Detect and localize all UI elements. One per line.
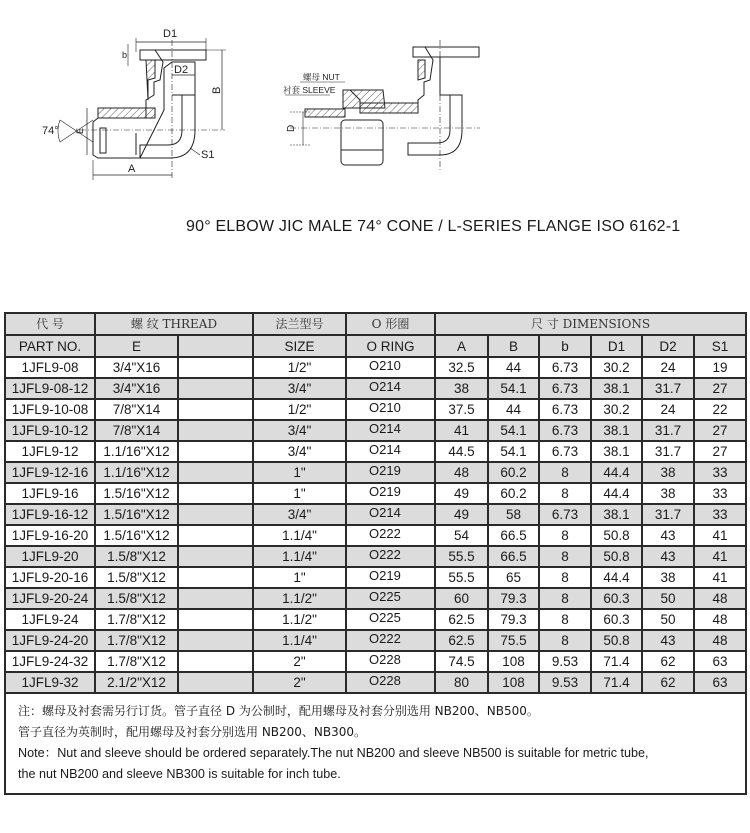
cell-b-lower: 8 [539, 462, 591, 483]
cell-part: 1JFL9-10-08 [5, 399, 95, 420]
spec-table [4, 312, 747, 795]
cell-size: 3/4" [253, 441, 346, 462]
cell-e: 1.5/8"X12 [95, 546, 178, 567]
cell-part: 1JFL9-08-12 [5, 378, 95, 399]
cell-blank [178, 630, 253, 651]
cell-oring: O219 [346, 462, 435, 483]
cell-e: 3/4"X16 [95, 378, 178, 399]
cell-blank [178, 378, 253, 399]
label-d: D [286, 124, 297, 132]
cell-size: 3/4" [253, 504, 346, 525]
label-nut: 螺母 NUT [303, 72, 340, 82]
cell-s1: 48 [694, 588, 746, 609]
header-e: E [95, 335, 178, 357]
cell-b-lower: 8 [539, 609, 591, 630]
cell-part: 1JFL9-24 [5, 609, 95, 630]
cell-s1: 63 [694, 651, 746, 672]
cell-oring: O210 [346, 357, 435, 378]
label-b-small: b [122, 50, 128, 60]
cell-b-lower: 6.73 [539, 399, 591, 420]
cell-blank [178, 441, 253, 462]
table-row [5, 567, 746, 588]
cell-d1: 60.3 [591, 609, 642, 630]
cell-oring: O210 [346, 399, 435, 420]
cell-d1: 38.1 [591, 420, 642, 441]
table-row [5, 546, 746, 567]
cell-oring: O214 [346, 441, 435, 462]
cell-s1: 41 [694, 567, 746, 588]
cell-e: 1.7/8"X12 [95, 609, 178, 630]
cell-size: 1/2" [253, 399, 346, 420]
cell-e: 1.1/16"X12 [95, 441, 178, 462]
cell-d2: 50 [642, 609, 694, 630]
cell-s1: 48 [694, 630, 746, 651]
cell-a: 62.5 [435, 609, 488, 630]
cell-blank [178, 588, 253, 609]
cell-d2: 62 [642, 672, 694, 693]
cell-s1: 63 [694, 672, 746, 693]
cell-oring: O228 [346, 651, 435, 672]
cell-d2: 31.7 [642, 420, 694, 441]
cell-part: 1JFL9-08 [5, 357, 95, 378]
cell-a: 54 [435, 525, 488, 546]
cell-oring: O225 [346, 609, 435, 630]
cell-d1: 30.2 [591, 357, 642, 378]
cell-a: 37.5 [435, 399, 488, 420]
cell-d1: 71.4 [591, 672, 642, 693]
cell-d2: 24 [642, 399, 694, 420]
cell-d1: 50.8 [591, 525, 642, 546]
cell-size: 1" [253, 483, 346, 504]
cell-d1: 44.4 [591, 567, 642, 588]
cell-b-lower: 6.73 [539, 441, 591, 462]
cell-s1: 33 [694, 483, 746, 504]
cell-blank [178, 399, 253, 420]
cell-blank [178, 420, 253, 441]
cell-b-lower: 8 [539, 630, 591, 651]
cell-part: 1JFL9-16-12 [5, 504, 95, 525]
cell-e: 3/4"X16 [95, 357, 178, 378]
cell-a: 48 [435, 462, 488, 483]
header-b-upper: B [488, 335, 539, 357]
label-angle: 74° [42, 125, 59, 137]
cell-size: 1.1/4" [253, 546, 346, 567]
cell-d2: 43 [642, 546, 694, 567]
cell-s1: 33 [694, 462, 746, 483]
note-en-line-2: the nut NB200 and sleeve NB300 is suitable for inch tube. [18, 767, 341, 781]
cell-e: 1.7/8"X12 [95, 630, 178, 651]
table-row [5, 609, 746, 630]
header-d1: D1 [591, 335, 642, 357]
cell-d1: 71.4 [591, 651, 642, 672]
cell-b-upper: 58 [488, 504, 539, 525]
cell-blank [178, 672, 253, 693]
cell-s1: 19 [694, 357, 746, 378]
cell-d2: 31.7 [642, 504, 694, 525]
cell-a: 80 [435, 672, 488, 693]
cell-b-lower: 8 [539, 525, 591, 546]
cell-a: 41 [435, 420, 488, 441]
cell-part: 1JFL9-20-16 [5, 567, 95, 588]
cell-d1: 50.8 [591, 546, 642, 567]
cell-b-lower: 9.53 [539, 651, 591, 672]
cell-size: 3/4" [253, 420, 346, 441]
cell-s1: 27 [694, 378, 746, 399]
cell-oring: O222 [346, 546, 435, 567]
cell-a: 74.5 [435, 651, 488, 672]
cell-e: 1.5/8"X12 [95, 588, 178, 609]
cell-a: 62.5 [435, 630, 488, 651]
cell-d1: 50.8 [591, 630, 642, 651]
cell-b-upper: 54.1 [488, 420, 539, 441]
cell-size: 1.1/4" [253, 630, 346, 651]
table-row [5, 525, 746, 546]
cell-e: 1.1/16"X12 [95, 462, 178, 483]
header-row-2 [5, 335, 746, 357]
cell-oring: O214 [346, 378, 435, 399]
cell-e: 1.5/16"X12 [95, 504, 178, 525]
cell-b-lower: 8 [539, 546, 591, 567]
cell-d1: 30.2 [591, 399, 642, 420]
cell-oring: O225 [346, 588, 435, 609]
cell-a: 38 [435, 378, 488, 399]
cell-b-upper: 60.2 [488, 483, 539, 504]
label-b: B [211, 86, 223, 94]
cell-d2: 38 [642, 483, 694, 504]
note-en-line-1: Note：Nut and sleeve should be ordered separately.The nut NB200 and sleeve NB500 is suitable for metric tube, [18, 746, 649, 760]
cell-part: 1JFL9-20 [5, 546, 95, 567]
cell-s1: 27 [694, 441, 746, 462]
table-row [5, 483, 746, 504]
label-s1: S1 [201, 149, 215, 161]
cell-size: 1.1/2" [253, 609, 346, 630]
table-row [5, 630, 746, 651]
header-thread: 螺 纹 THREAD [95, 313, 253, 335]
cell-e: 1.5/16"X12 [95, 483, 178, 504]
cell-s1: 48 [694, 609, 746, 630]
product-title: 90° ELBOW JIC MALE 74° CONE / L-SERIES FLANGE ISO 6162-1 [186, 218, 681, 235]
cell-d2: 38 [642, 567, 694, 588]
cell-e: 7/8"X14 [95, 399, 178, 420]
cell-b-upper: 44 [488, 399, 539, 420]
cell-b-upper: 54.1 [488, 378, 539, 399]
cell-blank [178, 567, 253, 588]
cell-blank [178, 546, 253, 567]
label-a: A [128, 163, 136, 175]
cell-e: 7/8"X14 [95, 420, 178, 441]
table-row [5, 504, 746, 525]
table-row [5, 672, 746, 693]
cell-s1: 27 [694, 420, 746, 441]
cell-b-lower: 9.53 [539, 672, 591, 693]
cell-b-upper: 44 [488, 357, 539, 378]
cell-part: 1JFL9-16 [5, 483, 95, 504]
cell-d2: 50 [642, 588, 694, 609]
note-cn-line-1: 注：螺母及衬套需另行订货。管子直径 D 为公制时，配用螺母及衬套分别选用 NB200、NB500。 [18, 704, 539, 718]
cell-b-lower: 6.73 [539, 357, 591, 378]
cell-e: 1.7/8"X12 [95, 651, 178, 672]
cell-oring: O219 [346, 567, 435, 588]
cell-b-upper: 66.5 [488, 546, 539, 567]
cell-d2: 43 [642, 525, 694, 546]
cell-part: 1JFL9-20-24 [5, 588, 95, 609]
note-cell [5, 693, 746, 794]
cell-a: 49 [435, 483, 488, 504]
cell-d1: 38.1 [591, 504, 642, 525]
cell-oring: O228 [346, 672, 435, 693]
cell-part: 1JFL9-24-32 [5, 651, 95, 672]
cell-s1: 41 [694, 525, 746, 546]
cell-a: 55.5 [435, 567, 488, 588]
cell-size: 1.1/2" [253, 588, 346, 609]
cell-d1: 44.4 [591, 483, 642, 504]
header-b-lower: b [539, 335, 591, 357]
label-e: E [75, 127, 85, 134]
cell-d1: 60.3 [591, 588, 642, 609]
header-row-1 [5, 313, 746, 335]
cell-oring: O222 [346, 525, 435, 546]
cell-s1: 41 [694, 546, 746, 567]
cell-a: 60 [435, 588, 488, 609]
cell-e: 1.5/8"X12 [95, 567, 178, 588]
cell-s1: 22 [694, 399, 746, 420]
cell-part: 1JFL9-10-12 [5, 420, 95, 441]
cell-size: 1.1/4" [253, 525, 346, 546]
cell-b-upper: 66.5 [488, 525, 539, 546]
cell-d2: 62 [642, 651, 694, 672]
header-part-cn: 代 号 [5, 313, 95, 335]
cell-part: 1JFL9-24-20 [5, 630, 95, 651]
header-blank [178, 335, 253, 357]
cell-blank [178, 483, 253, 504]
header-part-no: PART NO. [5, 335, 95, 357]
cell-d2: 43 [642, 630, 694, 651]
cell-size: 1" [253, 462, 346, 483]
table-row [5, 462, 746, 483]
header-oring: O RING [346, 335, 435, 357]
cell-a: 44.5 [435, 441, 488, 462]
cell-b-upper: 108 [488, 672, 539, 693]
cell-b-upper: 108 [488, 651, 539, 672]
cell-a: 55.5 [435, 546, 488, 567]
cell-blank [178, 357, 253, 378]
cell-b-upper: 54.1 [488, 441, 539, 462]
header-flange-cn: 法兰型号 [253, 313, 346, 335]
cell-oring: O219 [346, 483, 435, 504]
cell-oring: O214 [346, 504, 435, 525]
cell-blank [178, 651, 253, 672]
cell-d1: 38.1 [591, 378, 642, 399]
cell-size: 1/2" [253, 357, 346, 378]
cell-e: 2.1/2"X12 [95, 672, 178, 693]
header-d2: D2 [642, 335, 694, 357]
label-d2: D2 [174, 64, 189, 76]
cell-blank [178, 462, 253, 483]
table-row [5, 651, 746, 672]
cell-b-lower: 6.73 [539, 378, 591, 399]
table-row [5, 420, 746, 441]
cell-size: 2" [253, 651, 346, 672]
table-row [5, 378, 746, 399]
cell-blank [178, 504, 253, 525]
header-a: A [435, 335, 488, 357]
cell-blank [178, 609, 253, 630]
header-oring-cn: O 形圈 [346, 313, 435, 335]
cell-b-lower: 6.73 [539, 504, 591, 525]
cell-s1: 33 [694, 504, 746, 525]
cell-d2: 24 [642, 357, 694, 378]
cell-size: 2" [253, 672, 346, 693]
cell-oring: O214 [346, 420, 435, 441]
cell-part: 1JFL9-16-20 [5, 525, 95, 546]
cell-d2: 38 [642, 462, 694, 483]
cell-d1: 44.4 [591, 462, 642, 483]
table-row [5, 357, 746, 378]
cell-b-upper: 79.3 [488, 609, 539, 630]
cell-oring: O222 [346, 630, 435, 651]
cell-a: 32.5 [435, 357, 488, 378]
cell-b-lower: 8 [539, 483, 591, 504]
elbow-assembly-view [285, 40, 480, 170]
cell-part: 1JFL9-32 [5, 672, 95, 693]
header-s1: S1 [694, 335, 746, 357]
cell-d2: 31.7 [642, 441, 694, 462]
cell-b-lower: 8 [539, 567, 591, 588]
label-sleeve: 衬套 SLEEVE [283, 85, 336, 95]
cell-part: 1JFL9-12 [5, 441, 95, 462]
note-cn-line-2: 管子直径为英制时，配用螺母及衬套分别选用 NB200、NB300。 [18, 725, 367, 739]
cell-b-lower: 6.73 [539, 420, 591, 441]
table-row [5, 588, 746, 609]
cell-d1: 38.1 [591, 441, 642, 462]
cell-size: 1" [253, 567, 346, 588]
cell-b-upper: 60.2 [488, 462, 539, 483]
header-size: SIZE [253, 335, 346, 357]
cell-b-upper: 75.5 [488, 630, 539, 651]
technical-drawing [0, 0, 750, 200]
cell-part: 1JFL9-12-16 [5, 462, 95, 483]
cell-a: 49 [435, 504, 488, 525]
cell-e: 1.5/16"X12 [95, 525, 178, 546]
cell-d2: 31.7 [642, 378, 694, 399]
cell-b-upper: 65 [488, 567, 539, 588]
label-d1: D1 [163, 28, 178, 40]
table-row [5, 441, 746, 462]
header-dimensions: 尺 寸 DIMENSIONS [435, 313, 746, 335]
cell-b-lower: 8 [539, 588, 591, 609]
cell-b-upper: 79.3 [488, 588, 539, 609]
cell-blank [178, 525, 253, 546]
note-row [5, 693, 746, 794]
table-row [5, 399, 746, 420]
cell-size: 3/4" [253, 378, 346, 399]
